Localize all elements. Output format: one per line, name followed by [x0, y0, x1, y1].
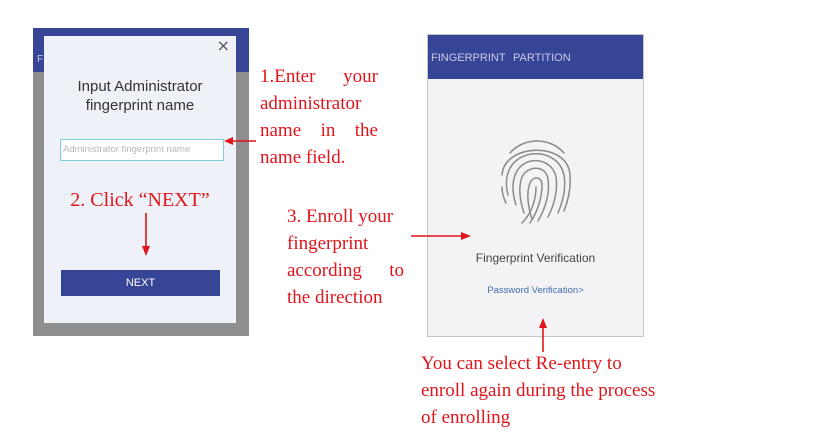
fingerprint-icon[interactable] [488, 131, 584, 227]
step1-line: administrator [260, 93, 362, 114]
fingerprint-name-input[interactable]: Administrator fingerprint name [60, 139, 224, 161]
step3-line: 3. Enroll your [287, 206, 394, 227]
admin-name-screen [33, 28, 249, 336]
step3-line: fingerprint [287, 233, 369, 254]
step2-annotation: 2. Click “NEXT” [70, 189, 210, 211]
step3-line: the direction [287, 287, 383, 308]
reentry-line: enroll again during the process [421, 380, 656, 401]
close-icon[interactable]: × [216, 36, 230, 55]
password-verification-link[interactable]: Password Verification> [487, 285, 584, 296]
header-partial-text: F [37, 54, 44, 65]
dialog-title [44, 77, 236, 115]
fingerprint-enroll-screen [427, 34, 644, 337]
step1-annotation [260, 63, 378, 171]
tab-fingerprint[interactable]: FINGERPRINT [431, 52, 506, 64]
step1-line: name field. [260, 147, 346, 168]
dialog-title-line2: fingerprint name [85, 97, 195, 114]
step1-line: name in the [260, 120, 378, 141]
fingerprint-verification-label: Fingerprint Verification [475, 251, 596, 265]
reentry-line: of enrolling [421, 407, 511, 428]
step3-line: according to [287, 260, 404, 281]
reentry-annotation [421, 350, 721, 431]
step3-annotation [287, 203, 404, 311]
admin-name-dialog [44, 36, 236, 323]
app-header [428, 35, 643, 79]
reentry-line: You can select Re-entry to [421, 353, 622, 374]
dialog-title-line1: Input Administrator [77, 78, 203, 95]
step1-line: 1.Enter your [260, 66, 378, 87]
tab-partition[interactable]: PARTITION [513, 52, 571, 64]
next-button[interactable]: NEXT [61, 270, 220, 296]
